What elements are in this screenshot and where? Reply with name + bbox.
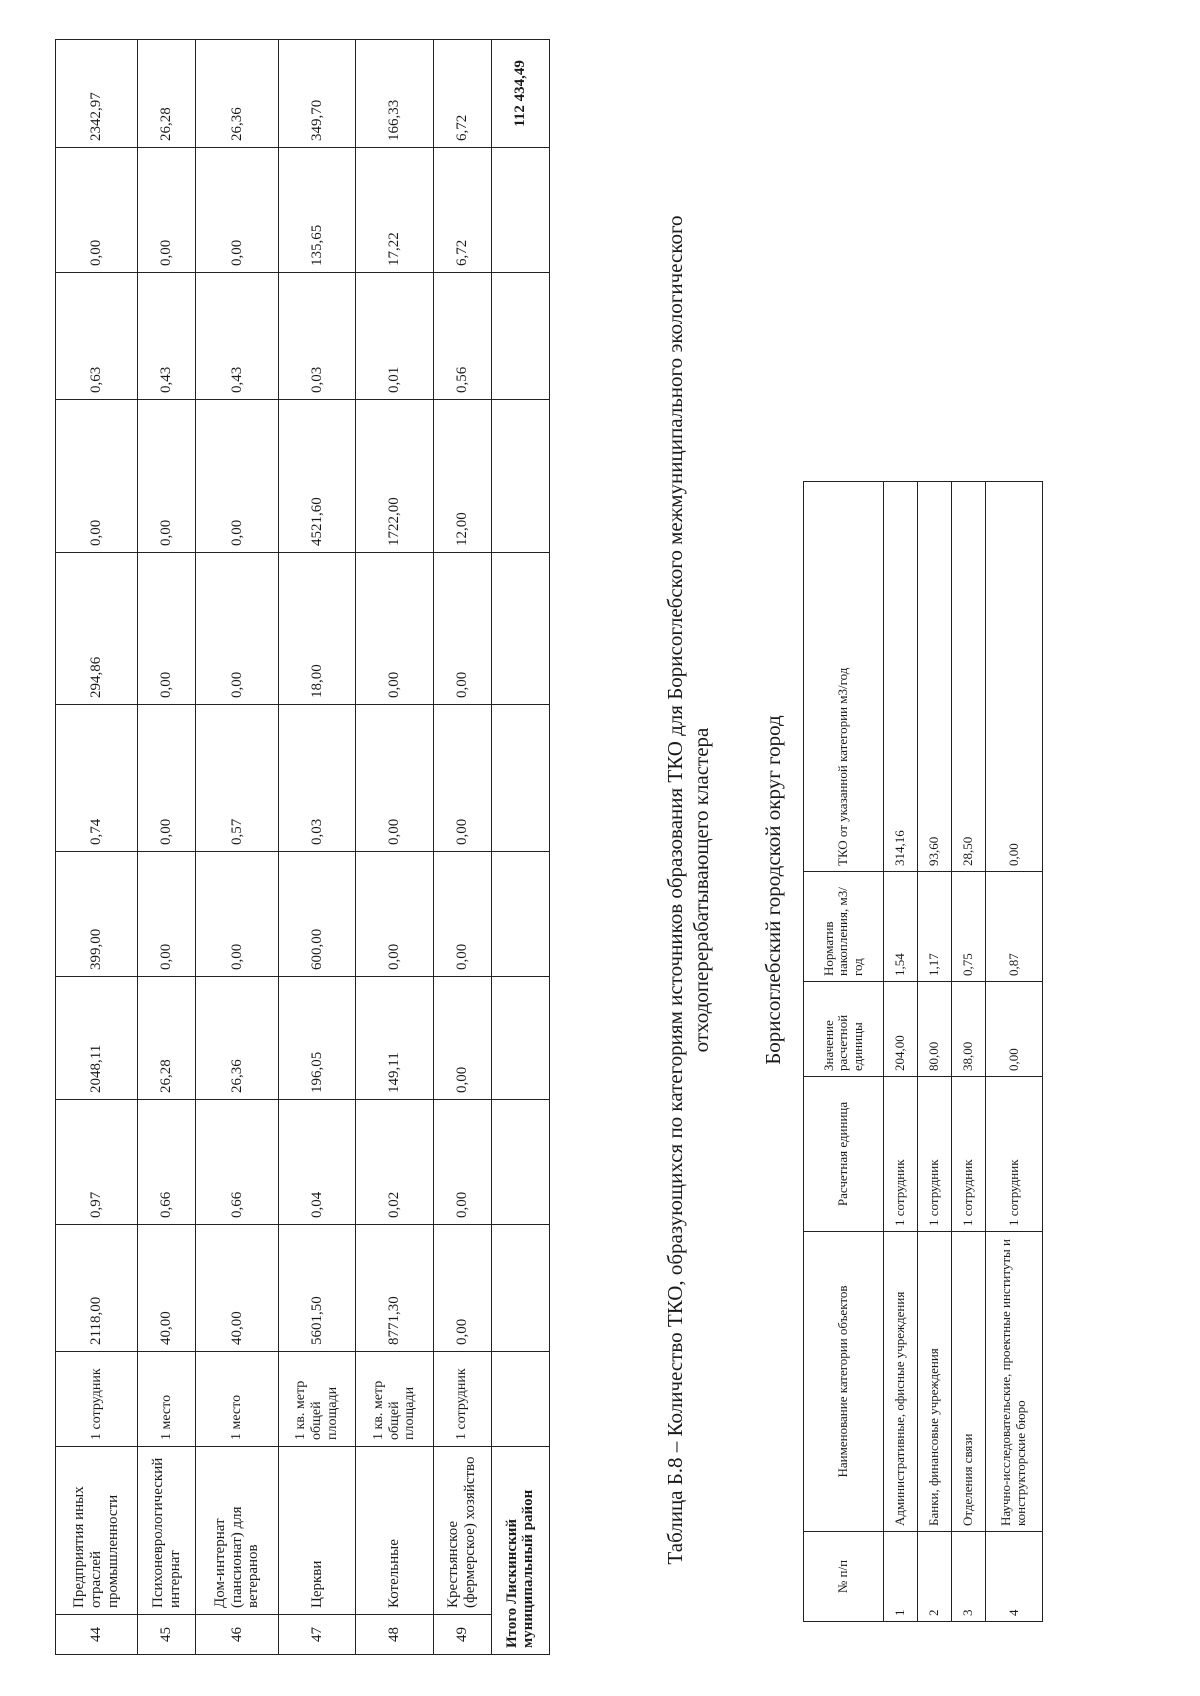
row-number: 1 — [883, 1532, 917, 1622]
table-row — [951, 482, 985, 1622]
value-cell: 0,02 — [356, 1100, 433, 1225]
value-cell: 1722,00 — [356, 400, 433, 553]
value-cell: 0,00 — [433, 1100, 491, 1225]
tko-value: 28,50 — [951, 482, 985, 872]
value-cell: 2342,97 — [56, 40, 138, 148]
value-cell: 0,00 — [138, 400, 196, 553]
table-row — [56, 40, 138, 1655]
value-cell: 18,00 — [278, 553, 355, 705]
value-cell: 0,00 — [433, 977, 491, 1100]
caption-block — [662, 120, 785, 1660]
value-cell: 0,56 — [433, 273, 491, 400]
value-cell: 0,00 — [356, 852, 433, 977]
value-cell: 135,65 — [278, 148, 355, 273]
norm-value: 0,75 — [951, 872, 985, 982]
tko-value: 93,60 — [917, 482, 951, 872]
row-number: 3 — [951, 1532, 985, 1622]
value-cell: 600,00 — [278, 852, 355, 977]
value-cell: 0,57 — [196, 705, 278, 852]
header-name: Наименование категории объектов — [804, 1232, 884, 1532]
row-number: 2 — [917, 1532, 951, 1622]
empty-cell — [491, 148, 549, 273]
empty-cell — [491, 977, 549, 1100]
calc-unit: 1 сотрудник — [433, 1352, 491, 1447]
empty-cell — [491, 1225, 549, 1352]
tko-value: 314,16 — [883, 482, 917, 872]
empty-cell — [491, 1100, 549, 1225]
calc-unit: 1 кв. метр общей площади — [356, 1352, 433, 1447]
norm-value: 1,54 — [883, 872, 917, 982]
section-subtitle: Борисоглебский городской округ город — [761, 715, 785, 1065]
table-caption: Таблица Б.8 – Количество ТКО, образующихся по категориям источников образования ТКО для Борисоглебского межмуниципального экологического отходоперерабатывающего кластера — [663, 215, 713, 1565]
value-cell: 0,00 — [138, 705, 196, 852]
row-number: 48 — [356, 1615, 433, 1655]
row-number: 4 — [986, 1532, 1043, 1622]
value-cell: 26,28 — [138, 40, 196, 148]
value-cell: 0,00 — [196, 553, 278, 705]
table-row — [883, 482, 917, 1622]
table-row — [196, 40, 278, 1655]
value-cell: 40,00 — [138, 1225, 196, 1352]
value-cell: 149,11 — [356, 977, 433, 1100]
header-value: Значение расчетной единицы — [804, 982, 884, 1077]
value-cell: 0,00 — [196, 852, 278, 977]
value-cell: 0,00 — [138, 553, 196, 705]
norm-value: 0,87 — [986, 872, 1043, 982]
row-number: 45 — [138, 1615, 196, 1655]
category-name: Отделения связи — [951, 1232, 985, 1532]
category-name: Предприятия иных отраслей промышленности — [56, 1447, 138, 1615]
unit-value: 38,00 — [951, 982, 985, 1077]
unit-value: 204,00 — [883, 982, 917, 1077]
table-row — [138, 40, 196, 1655]
value-cell: 26,36 — [196, 40, 278, 148]
value-cell: 0,66 — [138, 1100, 196, 1225]
calc-unit: 1 сотрудник — [883, 1077, 917, 1232]
row-number: 49 — [433, 1615, 491, 1655]
value-cell: 5601,50 — [278, 1225, 355, 1352]
value-cell: 0,00 — [56, 400, 138, 553]
table-row — [917, 482, 951, 1622]
value-cell: 0,00 — [196, 148, 278, 273]
value-cell: 166,33 — [356, 40, 433, 148]
value-cell: 4521,60 — [278, 400, 355, 553]
category-name: Котельные — [356, 1447, 433, 1615]
value-cell: 2118,00 — [56, 1225, 138, 1352]
category-name: Крестьянское (фермерское) хозяйство — [433, 1447, 491, 1615]
value-cell: 0,04 — [278, 1100, 355, 1225]
value-cell: 399,00 — [56, 852, 138, 977]
category-name: Банки, финансовые учреждения — [917, 1232, 951, 1532]
waste-sources-table — [55, 39, 550, 1655]
value-cell: 8771,30 — [356, 1225, 433, 1352]
value-cell: 2048,11 — [56, 977, 138, 1100]
table-row — [356, 40, 433, 1655]
value-cell: 6,72 — [433, 40, 491, 148]
value-cell: 12,00 — [433, 400, 491, 553]
value-cell: 0,74 — [56, 705, 138, 852]
value-cell: 0,00 — [56, 148, 138, 273]
unit-value: 80,00 — [917, 982, 951, 1077]
table-row — [433, 40, 491, 1655]
borisoglebsk-table-part — [803, 482, 1043, 1622]
table-row — [278, 40, 355, 1655]
row-number: 46 — [196, 1615, 278, 1655]
calc-unit: 1 место — [138, 1352, 196, 1447]
empty-cell — [491, 400, 549, 553]
total-row — [491, 40, 549, 1655]
value-cell: 0,00 — [433, 1225, 491, 1352]
table-row — [986, 482, 1043, 1622]
value-cell: 26,36 — [196, 977, 278, 1100]
value-cell: 0,43 — [196, 273, 278, 400]
header-tko: ТКО от указанной категории м3/год — [804, 482, 884, 872]
value-cell: 0,63 — [56, 273, 138, 400]
header-row — [804, 482, 884, 1622]
value-cell: 0,01 — [356, 273, 433, 400]
row-number: 44 — [56, 1615, 138, 1655]
value-cell: 6,72 — [433, 148, 491, 273]
category-name: Церкви — [278, 1447, 355, 1615]
value-cell: 0,03 — [278, 273, 355, 400]
value-cell: 0,97 — [56, 1100, 138, 1225]
value-cell: 17,22 — [356, 148, 433, 273]
calc-unit: 1 кв. метр общей площади — [278, 1352, 355, 1447]
calc-unit: 1 место — [196, 1352, 278, 1447]
value-cell: 0,00 — [196, 400, 278, 553]
empty-cell — [491, 1352, 549, 1447]
value-cell: 0,43 — [138, 273, 196, 400]
value-cell: 0,03 — [278, 705, 355, 852]
norm-value: 1,17 — [917, 872, 951, 982]
total-value: 112 434,49 — [491, 40, 549, 148]
value-cell: 40,00 — [196, 1225, 278, 1352]
calc-unit: 1 сотрудник — [986, 1077, 1043, 1232]
tko-value: 0,00 — [986, 482, 1043, 872]
category-name: Административные, офисные учреждения — [883, 1232, 917, 1532]
value-cell: 196,05 — [278, 977, 355, 1100]
unit-value: 0,00 — [986, 982, 1043, 1077]
calc-unit: 1 сотрудник — [56, 1352, 138, 1447]
value-cell: 0,00 — [138, 852, 196, 977]
empty-cell — [491, 705, 549, 852]
category-name: Психоневрологический интернат — [138, 1447, 196, 1615]
header-norm: Норматив накопления, м3/год — [804, 872, 884, 982]
value-cell: 0,00 — [356, 553, 433, 705]
calc-unit: 1 сотрудник — [917, 1077, 951, 1232]
category-name: Научно-исследовательские, проектные институты и конструкторские бюро — [986, 1232, 1043, 1532]
empty-cell — [491, 273, 549, 400]
value-cell: 0,66 — [196, 1100, 278, 1225]
value-cell: 0,00 — [138, 148, 196, 273]
waste-table-part — [55, 40, 550, 1655]
value-cell: 26,28 — [138, 977, 196, 1100]
value-cell: 0,00 — [356, 705, 433, 852]
calc-unit: 1 сотрудник — [951, 1077, 985, 1232]
total-label: Итого Лискинский муниципальный район — [491, 1447, 549, 1655]
value-cell: 349,70 — [278, 40, 355, 148]
value-cell: 294,86 — [56, 553, 138, 705]
header-no: № п/п — [804, 1532, 884, 1622]
value-cell: 0,00 — [433, 553, 491, 705]
value-cell: 0,00 — [433, 852, 491, 977]
value-cell: 0,00 — [433, 705, 491, 852]
header-unit: Расчетная единица — [804, 1077, 884, 1232]
borisoglebsk-table — [803, 481, 1043, 1622]
row-number: 47 — [278, 1615, 355, 1655]
empty-cell — [491, 852, 549, 977]
empty-cell — [491, 553, 549, 705]
category-name: Дом-интернат (пансионат) для ветеранов — [196, 1447, 278, 1615]
